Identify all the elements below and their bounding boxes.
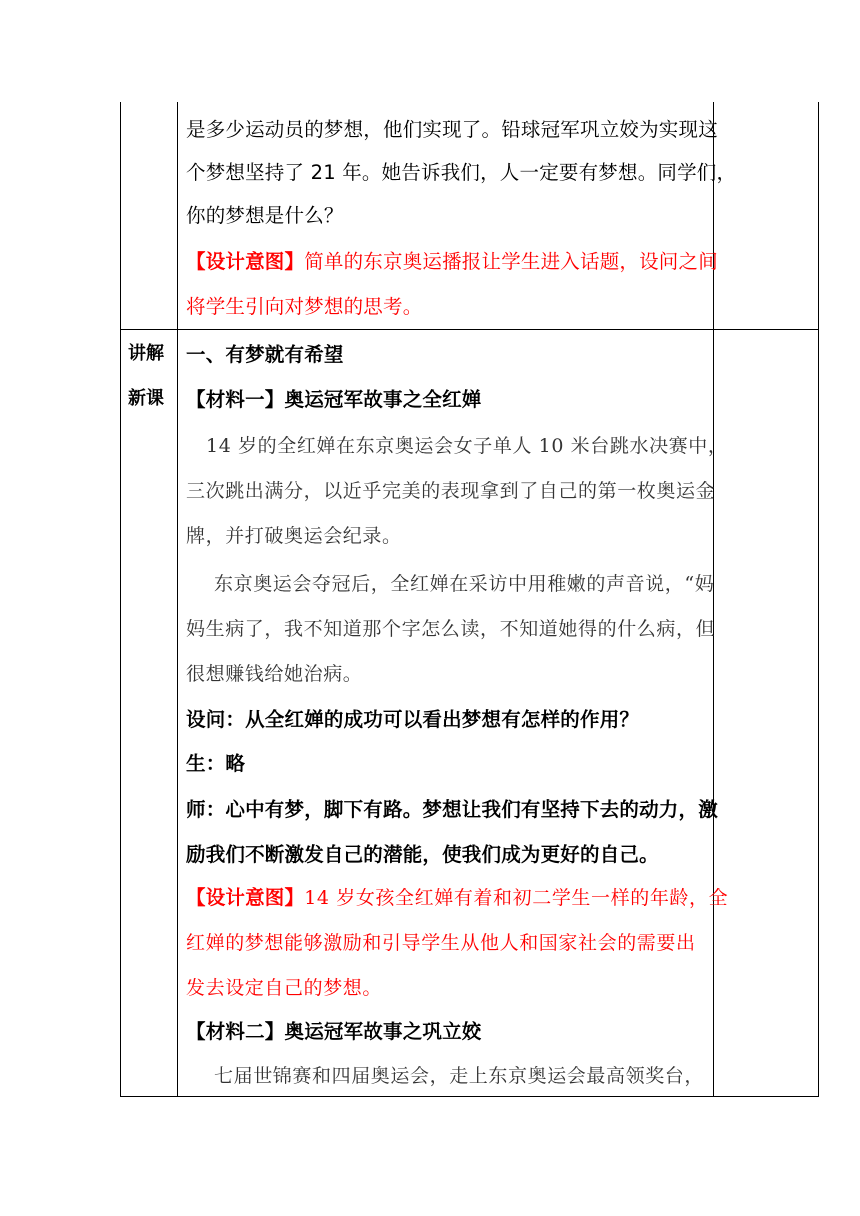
design-intent-text: 简单的东京奥运播报让学生进入话题，设问之间	[304, 250, 718, 273]
section-heading: 一、有梦就有希望	[186, 343, 344, 366]
teacher-line-1: 师：心中有梦，脚下有路。梦想让我们有坚持下去的动力，激	[186, 798, 718, 821]
design-intent-2-line-1	[186, 886, 728, 910]
design-intent-label: 【设计意图】	[186, 250, 305, 273]
intro-line-1: 是多少运动员的梦想，他们实现了。铅球冠军巩立姣为实现这	[186, 118, 718, 141]
design-intent-2-label: 【设计意图】	[186, 886, 305, 909]
design-intent-2-line-2: 红婵的梦想能够激励和引导学生从他人和国家社会的需要出	[186, 932, 696, 954]
design-intent-2-text: 14 岁女孩全红婵有着和初二学生一样的年龄，全	[304, 887, 729, 909]
intro-design-intent-line-2: 将学生引向对梦想的思考。	[186, 295, 423, 318]
material-1-p2-line-3: 很想赚钱给她治病。	[186, 663, 363, 685]
intro-design-intent-line-1	[186, 250, 718, 274]
section-label-line-1: 讲解	[128, 343, 164, 364]
material-1-p1-line-2: 三次跳出满分，以近乎完美的表现拿到了自己的第一枚奥运金	[186, 480, 716, 502]
table-border-col1	[177, 102, 178, 1097]
material-2-p1-line-1: 七届世锦赛和四届奥运会，走上东京奥运会最高领奖台，	[214, 1065, 705, 1087]
design-intent-2-line-3: 发去设定自己的梦想。	[186, 977, 383, 999]
material-1-p2-line-2: 妈生病了，我不知道那个字怎么读，不知道她得的什么病，但	[186, 618, 716, 640]
teacher-line-2: 励我们不断激发自己的潜能，使我们成为更好的自己。	[186, 843, 659, 866]
question-line: 设问：从全红婵的成功可以看出梦想有怎样的作用？	[186, 708, 640, 731]
table-border-left	[120, 102, 121, 1097]
material-1-title: 【材料一】奥运冠军故事之全红婵	[186, 388, 482, 411]
student-answer-line: 生：略	[186, 752, 246, 775]
material-2-title: 【材料二】奥运冠军故事之巩立姣	[186, 1020, 482, 1043]
table-border-right	[818, 102, 819, 1097]
section-label-line-2: 新课	[128, 388, 164, 409]
intro-line-2: 个梦想坚持了 21 年。她告诉我们，人一定要有梦想。同学们，	[186, 161, 737, 184]
intro-line-3: 你的梦想是什么？	[186, 204, 344, 227]
material-1-p1-line-3: 牌，并打破奥运会纪录。	[186, 525, 402, 547]
table-border-bottom	[120, 1096, 819, 1097]
table-row-divider	[120, 329, 819, 330]
material-1-p2-line-1: 东京奥运会夺冠后，全红婵在采访中用稚嫩的声音说，“妈	[214, 573, 715, 595]
material-1-p1-line-1: 14 岁的全红婵在东京奥运会女子单人 10 米台跳水决赛中，	[206, 435, 728, 457]
